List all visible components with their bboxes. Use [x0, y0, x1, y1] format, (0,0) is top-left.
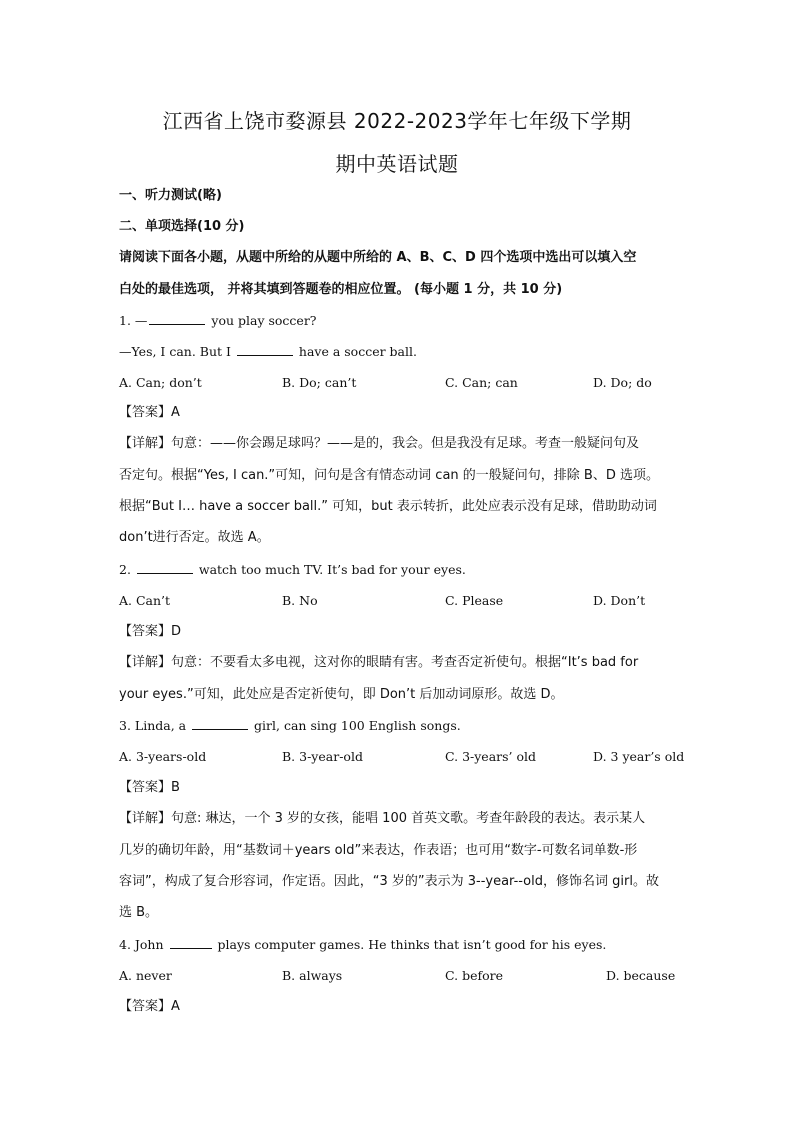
question-1-answer: 【答案】A: [119, 405, 180, 420]
question-1-stem-start: 1. —: [119, 313, 148, 328]
question-4-option-a: A. never: [119, 968, 172, 983]
question-4-answer: 【答案】A: [119, 999, 180, 1014]
question-4-option-d: D. because: [606, 968, 676, 983]
question-3-detail-3: 容词”，构成了复合形容词，作定语。因此，“3 岁的”表示为 3--year--old，修饰名词 girl。故: [119, 874, 659, 889]
question-1-detail-2: 否定句。根据“Yes, I can.”可知，问句是含有情态动词 can 的一般疑问句，排除 B、D 选项。: [119, 468, 659, 483]
section-single-choice: 二、单项选择(10 分): [119, 219, 245, 234]
answer-blank: [137, 563, 193, 574]
question-4-stem: [119, 937, 679, 953]
question-3-option-a: A. 3-years-old: [119, 749, 207, 764]
question-1-detail-1: 【详解】句意：——你会踢足球吗？——是的，我会。但是我没有足球。考查一般疑问句及: [119, 436, 640, 451]
question-3-option-c: C. 3-years’ old: [445, 749, 537, 764]
question-4-option-c: C. before: [445, 968, 503, 983]
question-2-stem: [119, 562, 679, 578]
question-4-option-b: B. always: [282, 968, 343, 983]
question-2-option-a: A. Can’t: [119, 593, 171, 608]
instruction-line1: 请阅读下面各小题，从题中所给的从题中所给的 A、B、C、D 四个选项中选出可以填入空: [119, 250, 637, 265]
question-3-stem-start: 3. Linda, a: [119, 718, 191, 733]
answer-blank: [237, 345, 293, 356]
question-3-detail-4: 选 B。: [119, 905, 159, 920]
question-2-option-c: C. Please: [445, 593, 504, 608]
question-3-option-b: B. 3-year-old: [282, 749, 363, 764]
question-2-option-b: B. No: [282, 593, 318, 608]
question-2-detail-1: 【详解】句意：不要看太多电视，这对你的眼睛有害。考查否定祈使句。根据“It’s bad for: [119, 655, 639, 670]
doc-title-line1: 江西省上饶市婺源县 2022-2023学年七年级下学期: [162, 109, 632, 133]
question-1-option-a: A. Can; don’t: [119, 375, 202, 390]
question-3-stem: [119, 718, 679, 734]
question-4-stem-start: 4. John: [119, 937, 168, 952]
question-2-stem-start: 2.: [119, 562, 135, 577]
question-1-reply: [119, 344, 679, 360]
question-1-option-b: B. Do; can’t: [282, 375, 357, 390]
question-3-stem-end: girl, can sing 100 English songs.: [250, 718, 461, 733]
section-listening: 一、听力测试(略): [119, 188, 222, 203]
question-2-stem-end: watch too much TV. It’s bad for your eyes.: [194, 562, 466, 577]
question-1-stem: [119, 313, 679, 329]
question-3-detail-1: 【详解】句意: 琳达，一个 3 岁的女孩，能唱 100 首英文歌。考查年龄段的表达。表示某人: [119, 811, 646, 826]
question-1-option-c: C. Can; can: [445, 375, 518, 390]
question-1-detail-4: don’t进行否定。故选 A。: [119, 530, 270, 545]
question-2-option-d: D. Don’t: [593, 593, 646, 608]
question-1-reply-start: —Yes, I can. But I: [119, 344, 235, 359]
question-3-answer: 【答案】B: [119, 780, 180, 795]
question-4-stem-end: plays computer games. He thinks that isn’t good for his eyes.: [213, 937, 607, 952]
question-1-stem-end: you play soccer?: [207, 313, 317, 328]
answer-blank: [149, 314, 205, 325]
question-3-option-d: D. 3 year’s old: [593, 749, 685, 764]
instruction-line2: 白处的最佳选项， 并将其填到答题卷的相应位置。 (每小题 1 分，共 10 分): [119, 282, 563, 297]
question-1-detail-3: 根据“But I… have a soccer ball.” 可知，but 表示转折，此处应表示没有足球，借助助动词: [119, 499, 657, 514]
question-1-option-d: D. Do; do: [593, 375, 652, 390]
answer-blank: [192, 719, 248, 730]
doc-title-line2: 期中英语试题: [335, 152, 459, 176]
question-3-detail-2: 几岁的确切年龄，用“基数词＋years old”来表达，作表语；也可用“数字-可数名词单数-形: [119, 843, 638, 858]
question-2-detail-2: your eyes.”可知，此处应是否定祈使句，即 Don’t 后加动词原形。故选 D。: [119, 687, 564, 702]
question-1-reply-end: have a soccer ball.: [294, 344, 417, 359]
answer-blank: [170, 938, 212, 949]
question-2-answer: 【答案】D: [119, 624, 182, 639]
